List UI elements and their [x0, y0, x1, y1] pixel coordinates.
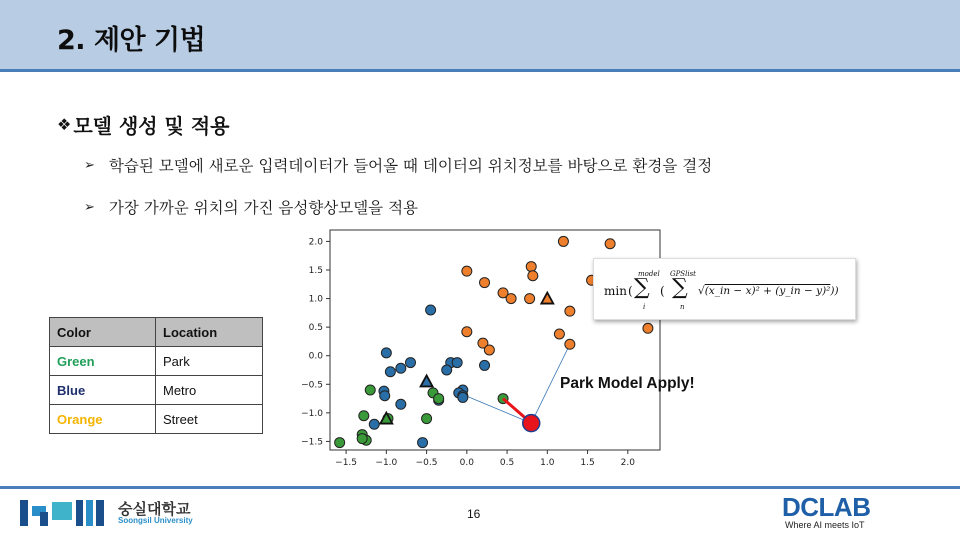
page-number: 16: [467, 507, 481, 521]
section-heading: [57, 110, 229, 139]
data-point: [405, 358, 415, 368]
x-tick-label: 2.0: [620, 458, 635, 468]
formula-sum-upper: model: [638, 270, 660, 278]
bullet-text: 학습된 모델에 새로운 입력데이터가 들어올 때 데이터의 위치정보를 바탕으로 환경을 결정: [108, 157, 713, 175]
formula-expression: (x_in − x)² + (y_in − y)²: [704, 285, 831, 297]
table-row: [50, 347, 263, 376]
data-point: [365, 385, 375, 395]
university-name-english: Soongsil University: [118, 516, 193, 525]
data-point: [643, 323, 653, 333]
data-point: [452, 358, 462, 368]
x-tick-label: 1.5: [580, 458, 595, 468]
annotation-label: Park Model Apply!: [560, 375, 695, 392]
formula-sqrt: √(x_in − x)² + (y_in − y)²)): [698, 285, 839, 297]
x-tick-label: 0.0: [459, 458, 474, 468]
data-point: [396, 399, 406, 409]
data-point: [506, 294, 516, 304]
data-point: [385, 367, 395, 377]
data-point: [458, 392, 468, 402]
formula-sum-lower: n: [680, 303, 685, 311]
data-point: [480, 360, 490, 370]
table-row: [50, 376, 263, 405]
data-point: [558, 236, 568, 246]
data-point: [380, 391, 390, 401]
table-cell-location: Street: [156, 405, 263, 434]
lab-tagline: Where AI meets IoT: [785, 520, 865, 530]
sum-symbol-icon: ∑: [634, 275, 650, 300]
data-point: [554, 329, 564, 339]
formula-sum-upper: GPSlist: [670, 270, 696, 278]
data-point: [462, 266, 472, 276]
data-point: [480, 278, 490, 288]
data-point: [335, 438, 345, 448]
section-title: 모델 생성 및 적용: [73, 114, 230, 138]
color-location-table: [49, 317, 263, 434]
x-tick-label: −1.5: [335, 458, 358, 468]
data-point: [396, 363, 406, 373]
y-tick-label: 1.0: [308, 294, 323, 305]
table-header: Location: [156, 318, 263, 347]
data-point: [565, 306, 575, 316]
data-point: [359, 411, 369, 421]
table-header: Color: [50, 318, 156, 347]
y-tick-label: −1.5: [301, 437, 323, 448]
data-point: [605, 239, 615, 249]
data-point: [381, 348, 391, 358]
sum-symbol-icon: ∑: [672, 275, 688, 300]
y-tick-label: −0.5: [301, 380, 323, 391]
data-point: [422, 414, 432, 424]
data-point: [442, 365, 452, 375]
data-point: [528, 271, 538, 281]
bullet-text: 가장 가까운 위치의 가진 음성향상모델을 적용: [108, 199, 419, 217]
y-tick-label: −1.0: [301, 408, 323, 419]
data-point: [434, 394, 444, 404]
data-point: [418, 438, 428, 448]
bullet-item: [84, 154, 712, 176]
y-tick-label: 0.0: [308, 351, 323, 362]
x-tick-label: 1.0: [540, 458, 555, 468]
table-header-row: [50, 318, 263, 347]
sqrt-icon: √: [698, 285, 705, 297]
lab-logo: DCLAB: [782, 492, 871, 522]
formula-min: min: [604, 284, 627, 298]
table-cell-location: Metro: [156, 376, 263, 405]
data-point: [525, 294, 535, 304]
formula-paren: (: [628, 284, 633, 298]
data-point: [526, 262, 536, 272]
table-row: [50, 405, 263, 434]
arrow-bullet-icon: ➢: [84, 157, 95, 173]
slide-title: 2. 제안 기법: [57, 25, 206, 56]
data-point: [462, 327, 472, 337]
formula-box: [593, 258, 856, 320]
arrow-bullet-icon: ➢: [84, 199, 95, 215]
diamond-bullet-icon: ❖: [57, 115, 72, 134]
x-tick-label: −0.5: [415, 458, 438, 468]
university-name-korean: 숭실대학교: [118, 500, 191, 518]
y-tick-label: 2.0: [308, 237, 323, 248]
data-point: [565, 339, 575, 349]
footer-divider: [0, 486, 960, 489]
x-tick-label: −1.0: [375, 458, 398, 468]
bullet-item: [84, 196, 418, 218]
table-cell-color: Green: [50, 347, 156, 376]
table-cell-color: Orange: [50, 405, 156, 434]
data-point: [484, 345, 494, 355]
data-point: [426, 305, 436, 315]
query-point: [523, 415, 540, 432]
formula-sum-lower: i: [643, 303, 646, 311]
table-cell-color: Blue: [50, 376, 156, 405]
data-point: [357, 434, 367, 444]
formula-paren: (: [660, 284, 665, 298]
y-tick-label: 0.5: [308, 323, 323, 334]
data-point: [369, 419, 379, 429]
title-divider: [0, 69, 960, 72]
table-cell-location: Park: [156, 347, 263, 376]
y-tick-label: 1.5: [308, 266, 323, 276]
x-tick-label: 0.5: [499, 458, 515, 468]
